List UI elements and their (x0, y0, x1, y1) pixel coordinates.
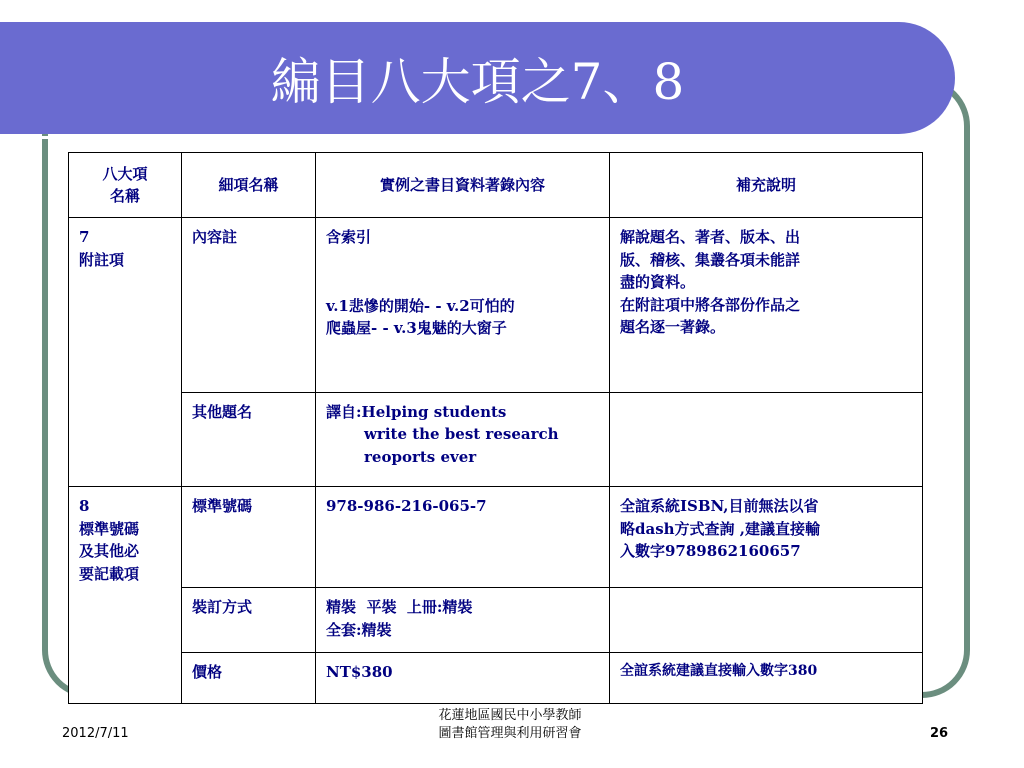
subitem-cell: 裝訂方式 (182, 588, 316, 653)
note-line: 全誼系統ISBN,目前無法以省 (620, 497, 819, 516)
note-line: 略dash方式查詢 ,建議直接輸 (620, 519, 821, 538)
header-note: 補充說明 (610, 153, 923, 218)
content-line: 全套:精裝 (326, 620, 392, 639)
content-line: 譯自:Helping students (326, 402, 507, 421)
note-line: 版、稽核、集叢各項未能詳 (620, 250, 801, 269)
note-line: 題名逐一著錄。 (620, 318, 726, 337)
group-8-name-line3: 要記載項 (79, 564, 140, 583)
subitem-cell: 其他題名 (182, 392, 316, 487)
header-category (69, 153, 182, 218)
header-example: 實例之書目資料著錄內容 (316, 153, 610, 218)
footer-center-line1: 花蓮地區國民中小學教師 (438, 708, 582, 723)
table-header-row (69, 153, 923, 218)
page-number: 26 (930, 726, 949, 741)
table-row (69, 392, 923, 487)
subitem-cell: 價格 (182, 653, 316, 704)
note-line: 盡的資料。 (620, 273, 696, 292)
table-row (69, 653, 923, 704)
header-subitem: 細項名稱 (182, 153, 316, 218)
header-category-line1: 八大項 (102, 164, 148, 183)
content-cell (316, 218, 610, 393)
note-line: 在附註項中將各部份作品之 (620, 295, 801, 314)
content-line: 精裝 平裝 上冊:精裝 (326, 598, 473, 617)
group-8-name-line2: 及其他必 (79, 542, 140, 561)
slide-title: 編目八大項之7、8 (270, 53, 685, 111)
content-line: 爬蟲屋- - v.3鬼魅的大窗子 (326, 319, 507, 338)
group-7-number: 7 (79, 228, 90, 247)
subitem-cell: 標準號碼 (182, 487, 316, 588)
content-line: reoports ever (364, 447, 477, 466)
table-row (69, 218, 923, 393)
content-line: write the best research (364, 425, 559, 444)
note-cell (610, 392, 923, 487)
group-8-cell (69, 487, 182, 704)
header-category-line2: 名稱 (109, 187, 140, 206)
note-cell (610, 218, 923, 393)
content-cell: 978-986-216-065-7 (316, 487, 610, 588)
content-cell (316, 588, 610, 653)
subitem-cell: 內容註 (182, 218, 316, 393)
content-line: v.1悲慘的開始- - v.2可怕的 (326, 296, 515, 315)
title-band (0, 22, 955, 134)
footer-center-line2: 圖書館管理與利用研習會 (438, 726, 582, 741)
cataloging-table (68, 152, 923, 704)
footer-center (380, 707, 640, 743)
group-7-name: 附註項 (79, 250, 125, 269)
note-line: 解說題名、著者、版本、出 (620, 228, 801, 247)
group-8-name-line1: 標準號碼 (79, 519, 140, 538)
content-cell: NT$380 (316, 653, 610, 704)
note-cell: 全誼系統建議直接輸入數字380 (610, 653, 923, 704)
group-7-cell (69, 218, 182, 487)
content-cell (316, 392, 610, 487)
group-8-number: 8 (79, 497, 90, 516)
title-rule (0, 136, 930, 139)
table-row (69, 487, 923, 588)
footer-date: 2012/7/11 (62, 726, 129, 741)
note-cell (610, 588, 923, 653)
note-line: 入數字9789862160657 (620, 542, 801, 561)
content-line: 含索引 (326, 228, 372, 247)
note-cell (610, 487, 923, 588)
table-row (69, 588, 923, 653)
